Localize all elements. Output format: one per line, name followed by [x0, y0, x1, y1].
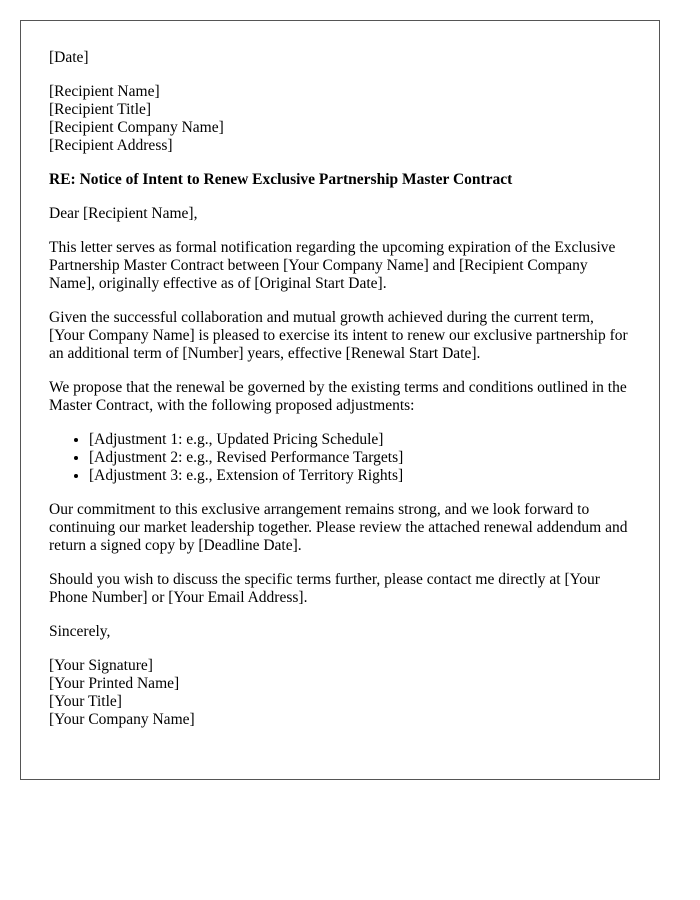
- paragraph-notification: This letter serves as formal notification regarding the upcoming expiration of the Exclusive Partnership Master Contract between [Your Company Name] and [Recipient Company Name], originally effective as of [Original Start Date].: [49, 239, 616, 292]
- paragraph-renewal-intent: Given the successful collaboration and mutual growth achieved during the current term, [Your Company Name] is pleased to exercise its intent to renew our exclusive partnership for an additional term of [Number] years, effective [Renewal Start Date].: [49, 309, 628, 362]
- recipient-company: [Recipient Company Name]: [49, 119, 224, 136]
- date: [Date]: [49, 49, 89, 66]
- letter-page: [20, 20, 660, 780]
- sender-title: [Your Title]: [49, 693, 122, 710]
- signature: [Your Signature]: [49, 657, 153, 674]
- sender-company: [Your Company Name]: [49, 711, 195, 728]
- recipient-name: [Recipient Name]: [49, 83, 160, 100]
- printed-name: [Your Printed Name]: [49, 675, 180, 692]
- recipient-address: [Recipient Address]: [49, 137, 173, 154]
- recipient-title: [Recipient Title]: [49, 101, 152, 118]
- date-line: [49, 49, 631, 67]
- paragraph-contact: Should you wish to discuss the specific terms further, please contact me directly at [Your Phone Number] or [Your Email Address].: [49, 571, 600, 606]
- closing: Sincerely,: [49, 623, 111, 640]
- paragraph-proposed-terms: We propose that the renewal be governed by the existing terms and conditions outlined in the Master Contract, with the following proposed adjustments:: [49, 379, 627, 414]
- adjustment-item: • [Adjustment 2: e.g., Revised Performance Targets]: [89, 449, 631, 467]
- adjustments-list: [49, 431, 631, 485]
- recipient-block: [49, 83, 631, 155]
- adjustment-item: • [Adjustment 1: e.g., Updated Pricing Schedule]: [89, 431, 631, 449]
- adjustment-item: • [Adjustment 3: e.g., Extension of Territory Rights]: [89, 467, 631, 485]
- subject-line: RE: Notice of Intent to Renew Exclusive Partnership Master Contract: [49, 171, 513, 188]
- paragraph-commitment: Our commitment to this exclusive arrangement remains strong, and we look forward to continuing our market leadership together. Please review the attached renewal addendum and return a signed copy by [Deadline Date].: [49, 501, 628, 554]
- salutation: Dear [Recipient Name],: [49, 205, 198, 222]
- signature-block: [49, 657, 631, 729]
